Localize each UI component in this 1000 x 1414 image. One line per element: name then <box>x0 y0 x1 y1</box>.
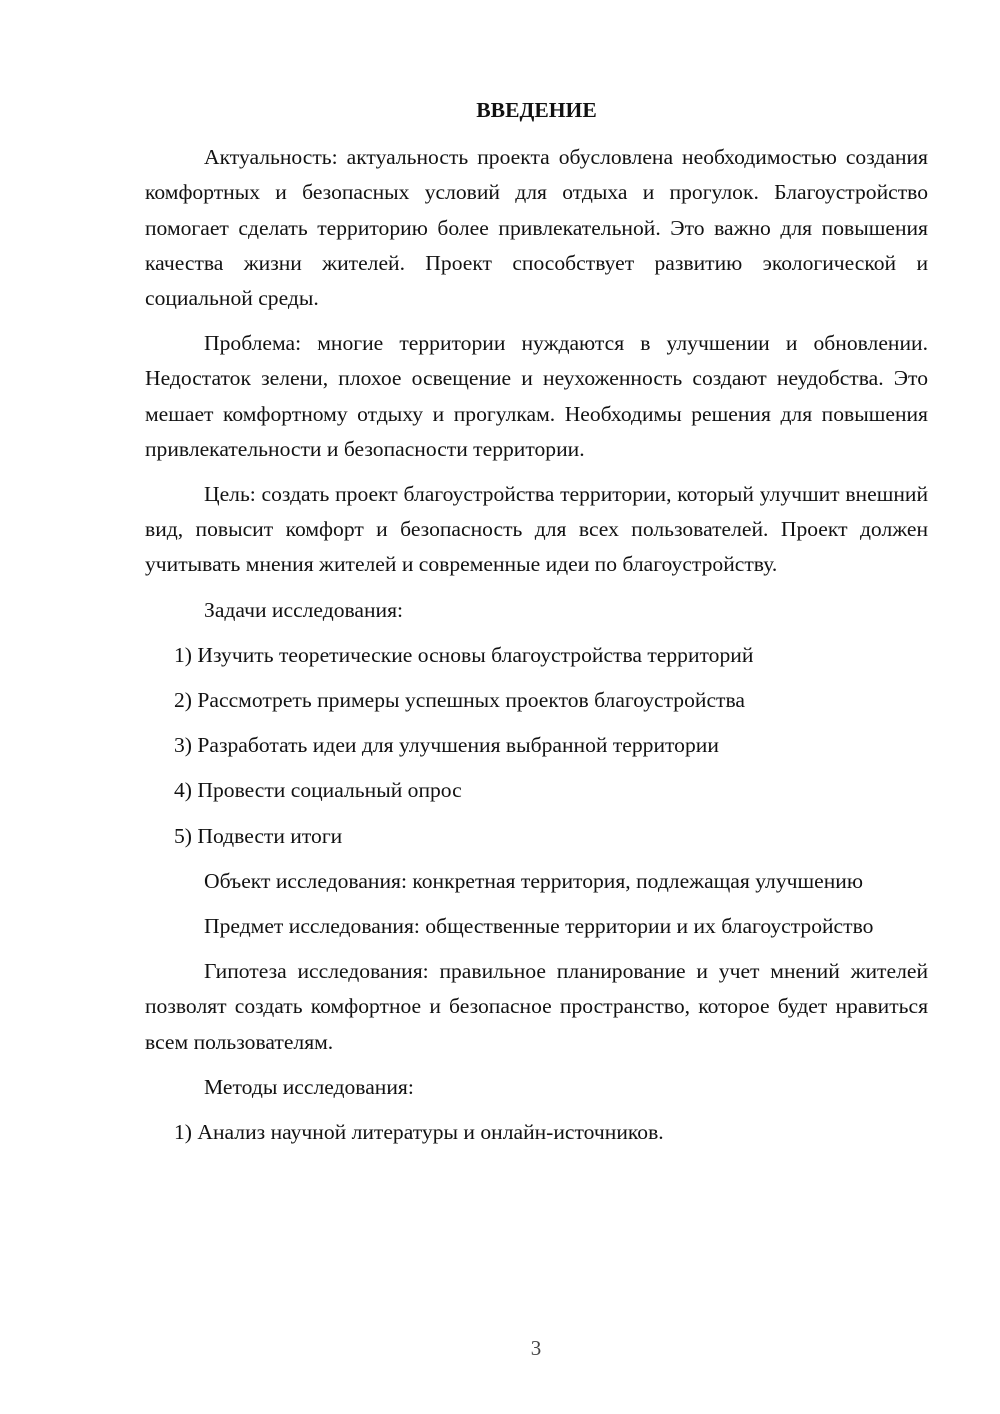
task-item: 2) Рассмотреть примеры успешных проектов благоустройства <box>174 688 745 713</box>
task-item: 5) Подвести итоги <box>174 823 343 848</box>
subject-paragraph: Предмет исследования: общественные территории и их благоустройство <box>204 914 874 939</box>
task-item: 3) Разработать идеи для улучшения выбранной территории <box>174 733 719 758</box>
hypothesis-paragraph: Гипотеза исследования: правильное планирование и учет мнений жителей позволят создать комфортное и безопасное пространство, которое будет нравиться всем пользователям. <box>145 959 928 1054</box>
page-number: 3 <box>530 1336 542 1360</box>
goal-paragraph: Цель: создать проект благоустройства территории, который улучшит внешний вид, повысит комфорт и безопасность для всех пользователей. Проект должен учитывать мнения жителей и современные идеи по благоустройству. <box>145 482 928 577</box>
document-body <box>145 93 928 1160</box>
tasks-heading: Задачи исследования: <box>204 597 404 622</box>
method-item: 1) Анализ научной литературы и онлайн-источников. <box>174 1120 664 1145</box>
task-item: 1) Изучить теоретические основы благоустройства территорий <box>174 642 754 667</box>
problem-paragraph: Проблема: многие территории нуждаются в улучшении и обновлении. Недостаток зелени, плохое освещение и неухоженность создают неудобства. Это мешает комфортному отдыху и прогулкам. Необходимы решения для повышения привлекательности и безопасности территории. <box>145 331 928 461</box>
section-title: ВВЕДЕНИЕ <box>476 98 597 122</box>
task-item: 4) Провести социальный опрос <box>174 778 462 803</box>
relevance-paragraph: Актуальность: актуальность проекта обусловлена необходимостью создания комфортных и безопасных условий для отдыха и прогулок. Благоустройство помогает сделать территорию более привлекательной. Это важно для повышения качества жизни жителей. Проект способствует развитию экологической и социальной среды. <box>145 145 928 311</box>
object-paragraph: Объект исследования: конкретная территория, подлежащая улучшению <box>204 868 863 893</box>
methods-heading: Методы исследования: <box>204 1074 414 1099</box>
